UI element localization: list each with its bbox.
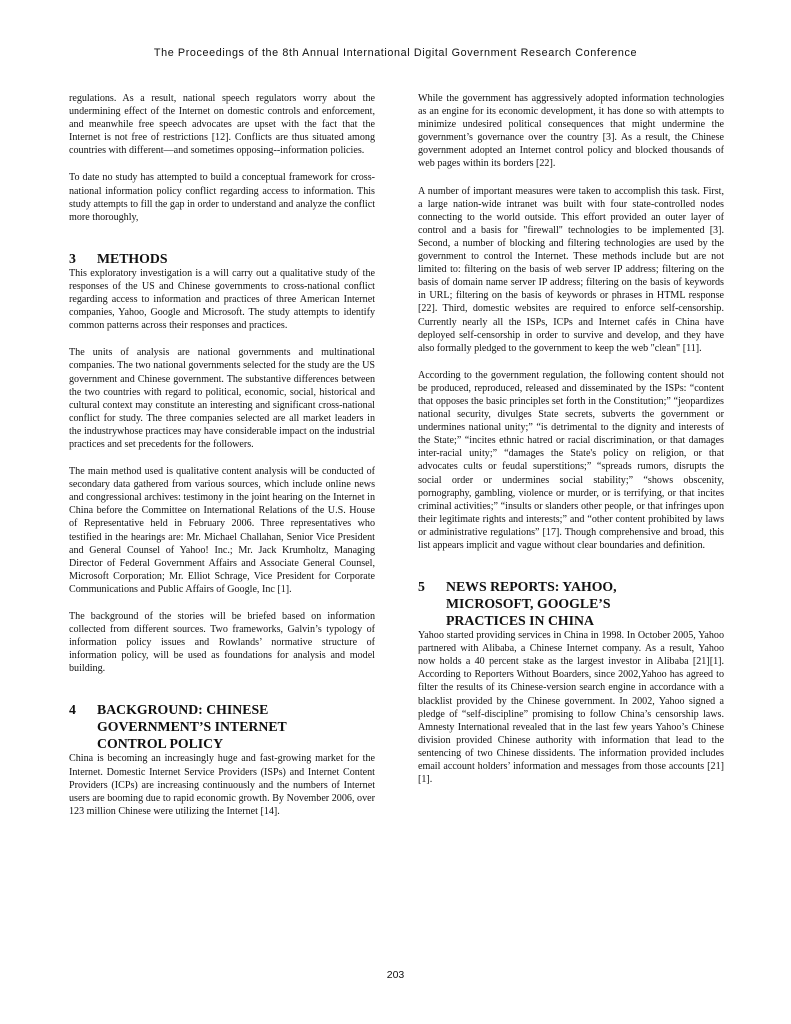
- running-header: The Proceedings of the 8th Annual International Digital Government Research Conference: [153, 47, 638, 59]
- right-column: [418, 92, 724, 800]
- paragraph: The main method used is qualitative content analysis will be conducted of secondary data gathered from various sources, which include online news and congressional archives: testimony in the joint hearing on the Internet in China before the Committee on International Relations of the U.S. House of Representative held in February 2006. Three representatives who testified in the hearings are: Mr. Michael Challahan, Senior Vice President and General Counsel of Yahoo! Inc.; Mr. Jack Krumholtz, Managing Director of Federal Government Affairs and Associate General Counsel, Microsoft Corporation; Mr. Elliot Schrage, Vice President for Corporate Communications and Public Affairs of Google, Inc [1].: [69, 466, 375, 595]
- section-title: METHODS: [97, 250, 168, 266]
- paragraph: According to the government regulation, the following content should not be produced, reproduced, released and disseminated by the ISPs: “content that opposes the basic principles set forth in the Constitution;” “jeopardizes national security, divulges State secrets, subverts the government or undermines national unity;” “is detrimental to the dignity and interests of the State;” “incites ethnic hatred or racial discrimination, or that damages inter-racial unity;” “damages the State's policy on religion, or that advocates cults or feudal superstitions;” “spreads rumors, disrupts the social order or undermines social stability;” “shows obscenity, pornography, gambling, violence or murder, or is terrifying, or that incites criminal activities;” “insults or slanders other people, or that infringes upon their legitimate rights and interests;” and “other content prohibited by laws or administrative regulations” [17]. Though comprehensive and broad, this list appears implicit and vague without clear boundaries and definition.: [418, 369, 724, 551]
- paragraph: China is becoming an increasingly huge and fast-growing market for the Internet. Domestic Internet Service Providers (ISPs) and Internet Content Providers (ICPs) are increasing continuously and the numbers of Internet users are booming due to rapid economic growth. By November 2006, over 123 million Chinese were utilizing the Internet [14].: [69, 753, 375, 817]
- left-column: [69, 92, 375, 832]
- section-title: BACKGROUND: CHINESE GOVERNMENT’S INTERNET CONTROL POLICY: [97, 702, 287, 752]
- section-number: 3: [69, 250, 76, 266]
- section-heading-background: [69, 701, 375, 752]
- section-heading-methods: [69, 250, 375, 267]
- paragraph: The background of the stories will be briefed based on information collected from different sources. Two frameworks, Galvin’s typology of information policy issues and Rowlands’ normative structure of information policy, will be used as foundations for analysis and model building.: [69, 611, 375, 675]
- page-number: 203: [386, 969, 405, 981]
- paragraph: While the government has aggressively adopted information technologies as an engine for its economic development, it has done so with attempts to minimize undesired political consequences that might undermine the government’s governance over the country [3]. As a result, the Chinese government adopted an Internet control policy and blocked thousands of web pages within its borders [22].: [418, 93, 724, 170]
- section-title: NEWS REPORTS: YAHOO, MICROSOFT, GOOGLE’S PRACTICES IN CHINA: [446, 579, 617, 629]
- section-number: 4: [69, 702, 76, 718]
- paragraph: A number of important measures were taken to accomplish this task. First, a large nation-wide intranet was built with four state-controlled nodes connecting to the world outside. This effort provided an outer layer of control and a basis for "firewall" technologies to be implemented [3]. Second, a number of blocking and filtering technologies are used by the government to control the Internet. These methods include but are not limited to: filtering on the basis of web server IP address; filtering on the basis of domain name server IP address; filtering on the basis of keywords in URL; filtering on the basis of keywords or phrases in HTML response [22]. Third, domestic websites are required to enforce self-censorship. Currently nearly all the ISPs, ICPs and Internet cafés in China have deployed self-censorship in order to survive and develop, and they have also formally pledged to the government to keep the web "clean" [11].: [418, 185, 724, 354]
- paragraph: This exploratory investigation is a will carry out a qualitative study of the responses of the US and Chinese governments to cross-national conflict regarding access to information and practices of three American Internet companies, Yahoo, Google and Microsoft. The study attempts to identify common patterns across their responses and practices.: [69, 267, 375, 332]
- section-number: 5: [418, 579, 425, 595]
- paragraph: To date no study has attempted to build a conceptual framework for cross-national information policy conflict regarding access to information. This study attempts to fill the gap in order to understand and analyze the conflict more thoroughly,: [69, 172, 375, 223]
- paragraph: regulations. As a result, national speech regulators worry about the undermining effect of the Internet on domestic controls and enforcement, and meanwhile free speech advocates are upset with the fact that the Internet is not free of restrictions [12]. Conflicts are thus situated among countries with different—and sometimes opposing--information policies.: [69, 93, 375, 157]
- paragraph: Yahoo started providing services in China in 1998. In October 2005, Yahoo partnered with Alibaba, a Chinese Internet company. As a result, Yahoo now holds a 40 percent stake as the largest investor in Alibaba [21][1]. According to Reporters Without Boarders, since 2002,Yahoo has agreed to filter the results of its Chinese-version search engine in accordance with a blacklist provided by the Chinese government. In 2002, Yahoo signed a pledge of “self-discipline” promising to follow China’s censorship laws. Amnesty International revealed that in the last few years Yahoo’s Chinese division provided Chinese authority with information that lead to the sentencing of two Chinese dissidents. The information provided includes email account holders’ information and messages from those accounts [21][1].: [418, 630, 724, 786]
- section-heading-news-reports: [418, 578, 724, 629]
- paragraph: The units of analysis are national governments and multinational companies. The two national governments selected for the study are the US government and Chinese government. The substantive differences between the two countries with regard to political, economic, social, historical and cultural context may constitute an interesting and significant cross-national conflict for study. The three companies selected are all market leaders in the industrywhose practices may have considerable impact on the industrial practices and set precedents for the followers.: [69, 347, 375, 450]
